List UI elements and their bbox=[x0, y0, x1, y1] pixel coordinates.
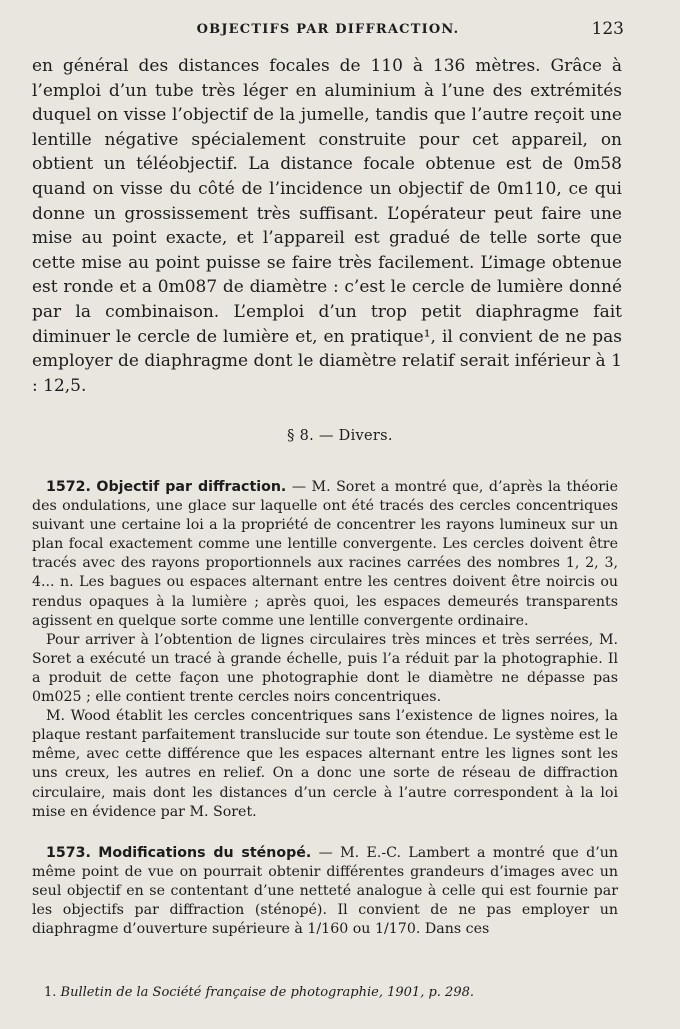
article-title: Objectif par diffraction. bbox=[96, 479, 287, 495]
footnote bbox=[44, 985, 474, 1000]
articles-block bbox=[32, 478, 618, 939]
article-text: — M. Soret a montré que, d’après la théorie des ondulations, une glace sur laquelle ont été tracés des cercles concentriques suivant une certaine loi a la propriété de concentrer les rayons lumineux sur un plan focal exactement comme une lentille convergente. Les cercles doivent être tracés avec des rayons proportionnels aux racines carrées des nombres 1, 2, 3, 4... n. Les bagues ou espaces alternant entre les centres doivent être noircis ou rendus opaques à la lumière ; après quoi, les espaces demeurés transparents agissent en quelque sorte comme une lentille convergente ordinaire. bbox=[32, 479, 618, 629]
article-number: 1573. bbox=[46, 844, 91, 861]
footnote-marker: 1. bbox=[44, 985, 57, 1000]
article-paragraph: M. Wood établit les cercles concentriques sans l’existence de lignes noires, la plaque restant parfaitement translucide sur toute son étendue. Le système est le même, avec cette différence que les espaces alternant entre les lignes sont les uns creux, les autres en relief. On a donc une sorte de réseau de diffraction circulaire, mais dont les distances d’un cercle à l’autre correspondent à la loi mise en évidence par M. Soret. bbox=[32, 708, 618, 820]
section-heading: § 8. — Divers. bbox=[287, 428, 393, 444]
running-title: OBJECTIFS PAR DIFFRACTION. bbox=[196, 22, 460, 37]
page-header bbox=[32, 19, 624, 42]
article-1573-first-paragraph bbox=[32, 844, 618, 939]
footnote-text: Bulletin de la Société française de photographie, 1901, p. 298. bbox=[60, 985, 475, 1000]
article-number: 1572. bbox=[46, 479, 91, 495]
page-number: 123 bbox=[591, 19, 624, 39]
continuation-text bbox=[32, 54, 622, 398]
article-text: — M. E.-C. Lambert a montré que d’un même point de vue on pourrait obtenir différentes grandeurs d’images avec un seul objectif en se contentant d’une netteté analogue à celle qui est fournie par les objectifs par diffraction (sténopé). Il convient de ne pas employer un diaphragme d’ouverture supérieure à 1/160 ou 1/170. Dans ces bbox=[32, 844, 619, 938]
continuation-paragraph: en général des distances focales de 110 à 136 mètres. Grâce à l’emploi d’un tube très léger en aluminium à l’une des extrémités duquel on visse l’objectif de la jumelle, tandis que l’autre reçoit une lentille négative spécialement construite pour cet appareil, on obtient un téléobjectif. La distance focale obtenue est de 0m58 quand on visse du côté de l’incidence un objectif de 0m110, ce qui donne un grossissement très suffisant. L’opérateur peut faire une mise au point exacte, et l’appareil est gradué de telle sorte que cette mise au point puisse se faire très facilement. L’image obtenue est ronde et a 0m087 de diamètre : c’est le cercle de lumière donné par la combinaison. L’emploi d’un trop petit diaphragme fait diminuer le cercle de lumière et, en pratique¹, il convient de ne pas employer de diaphragme dont le diamètre relatif serait inférieur à 1 : 12,5. bbox=[32, 56, 622, 396]
article-paragraph: Pour arriver à l’obtention de lignes circulaires très minces et très serrées, M. Soret a exécuté un tracé à grande échelle, puis l’a réduit par la photographie. Il a produit de cette façon une photographie dont le diamètre ne dépasse pas 0m025 ; elle contient trente cercles noirs concentriques. bbox=[32, 631, 618, 706]
article-1572-first-paragraph bbox=[32, 478, 618, 631]
article-title: Modifications du sténopé. bbox=[98, 844, 312, 861]
